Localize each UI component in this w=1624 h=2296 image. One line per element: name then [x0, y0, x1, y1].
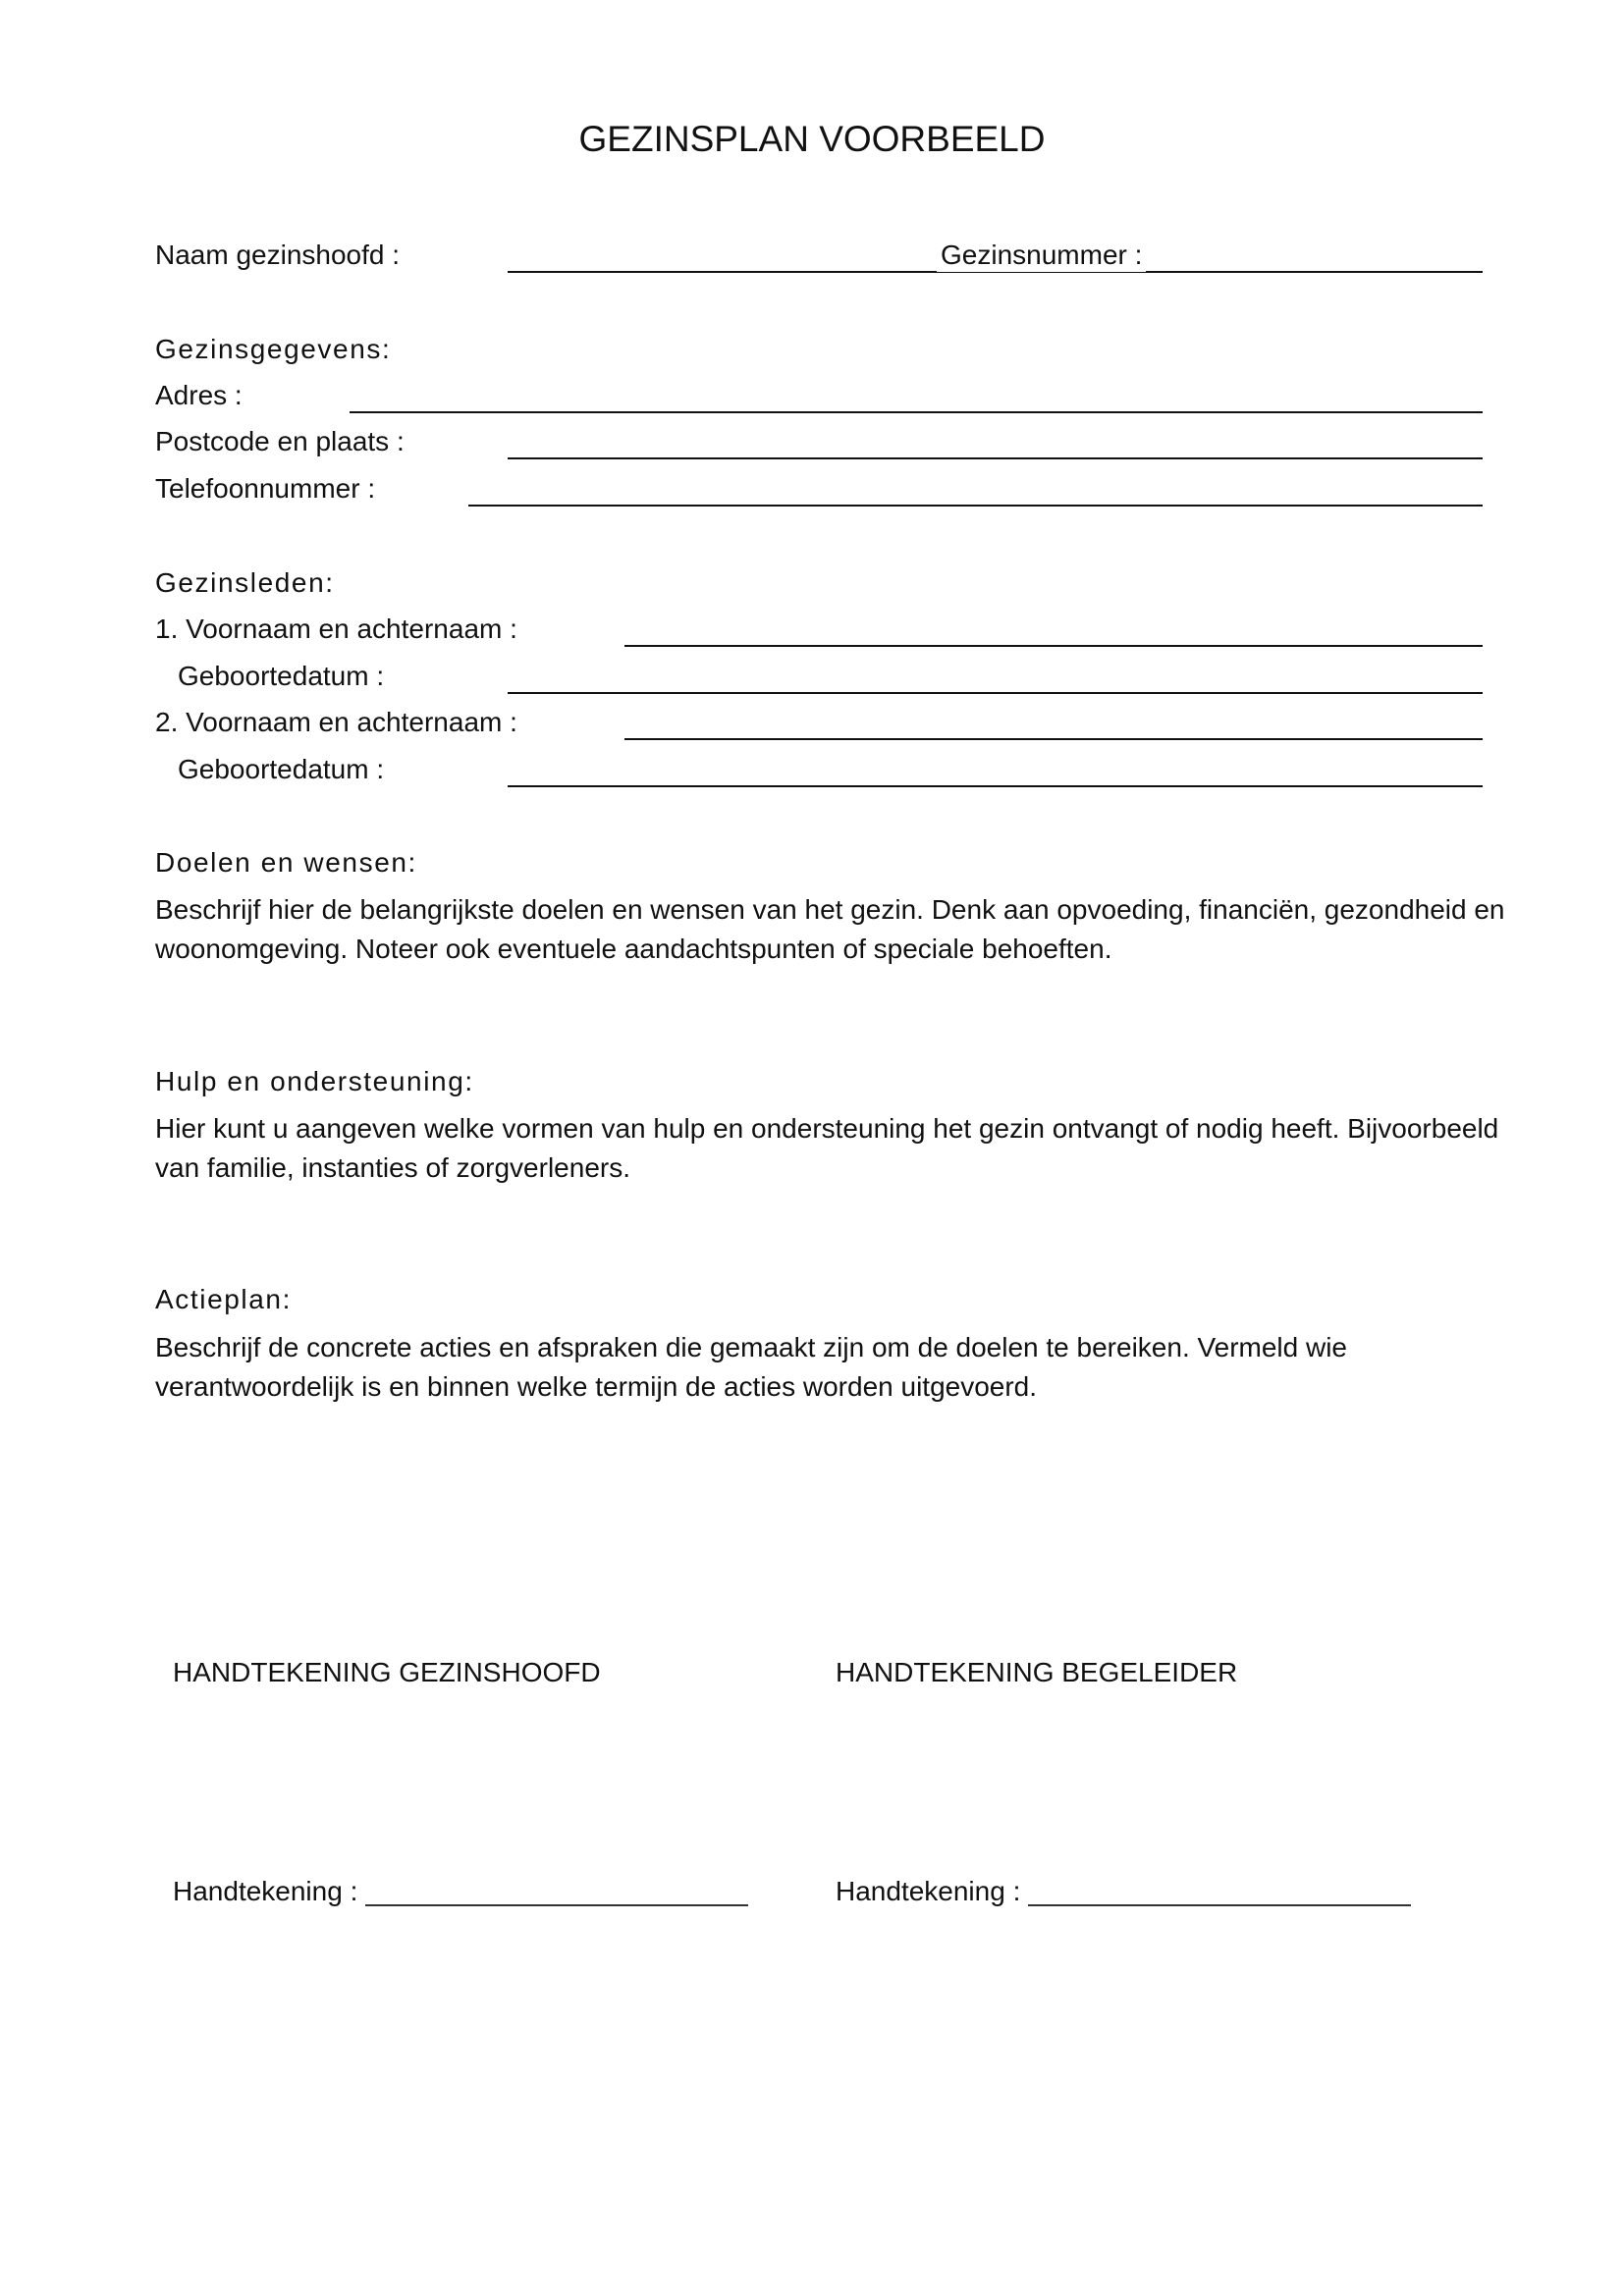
member-2-birth-field[interactable] [508, 785, 1483, 787]
signature-right-label: Handtekening : [836, 1876, 1021, 1906]
signature-right-title: HANDTEKENING BEGELEIDER [836, 1657, 1238, 1687]
telefoon-label: Telefoonnummer : [155, 473, 376, 504]
gezinsnummer-label: Gezinsnummer : [937, 239, 1146, 272]
member-1-name-field[interactable] [624, 645, 1483, 647]
postcode-label: Postcode en plaats : [155, 426, 405, 456]
hulp-heading: Hulp en ondersteuning: [155, 1066, 474, 1096]
signature-right-field[interactable] [1028, 1877, 1411, 1906]
telefoon-field[interactable] [468, 505, 1483, 507]
member-1-birth-label: Geboortedatum : [178, 661, 385, 691]
signature-left-field[interactable] [365, 1877, 748, 1906]
naam-gezinshoofd-label: Naam gezinshoofd : [155, 240, 401, 270]
adres-field[interactable] [350, 411, 1483, 413]
adres-label: Adres : [155, 380, 243, 410]
doelen-text: Beschrijf hier de belangrijkste doelen en wensen van het gezin. Denk aan opvoeding, financiën, gezondheid en woonomgeving. Noteer ook eventuele aandachtspunten of speciale behoeften. [155, 894, 1505, 964]
signature-left-label: Handtekening : [173, 1876, 358, 1906]
document-title: GEZINSPLAN VOORBEELD [578, 119, 1046, 159]
gezinsleden-heading: Gezinsleden: [155, 567, 335, 598]
member-2-name-label: 2. Voornaam en achternaam : [155, 707, 517, 737]
signature-left-title: HANDTEKENING GEZINSHOOFD [173, 1657, 601, 1687]
actieplan-text: Beschrijf de concrete acties en afspraken die gemaakt zijn om de doelen te bereiken. Vermeld wie verantwoordelijk is en binnen welke termijn de acties worden uitgevoerd. [155, 1332, 1348, 1402]
member-1-name-label: 1. Voornaam en achternaam : [155, 614, 517, 644]
actieplan-heading: Actieplan: [155, 1284, 292, 1314]
member-2-name-field[interactable] [624, 738, 1483, 740]
hulp-text: Hier kunt u aangeven welke vormen van hulp en ondersteuning het gezin ontvangt of nodig heeft. Bijvoorbeeld van familie, instanties of zorgverleners. [155, 1113, 1499, 1183]
member-2-birth-label: Geboortedatum : [178, 754, 385, 784]
gezinsgegevens-heading: Gezinsgegevens: [155, 334, 392, 364]
postcode-field[interactable] [508, 457, 1483, 459]
doelen-heading: Doelen en wensen: [155, 847, 417, 878]
member-1-birth-field[interactable] [508, 692, 1483, 694]
